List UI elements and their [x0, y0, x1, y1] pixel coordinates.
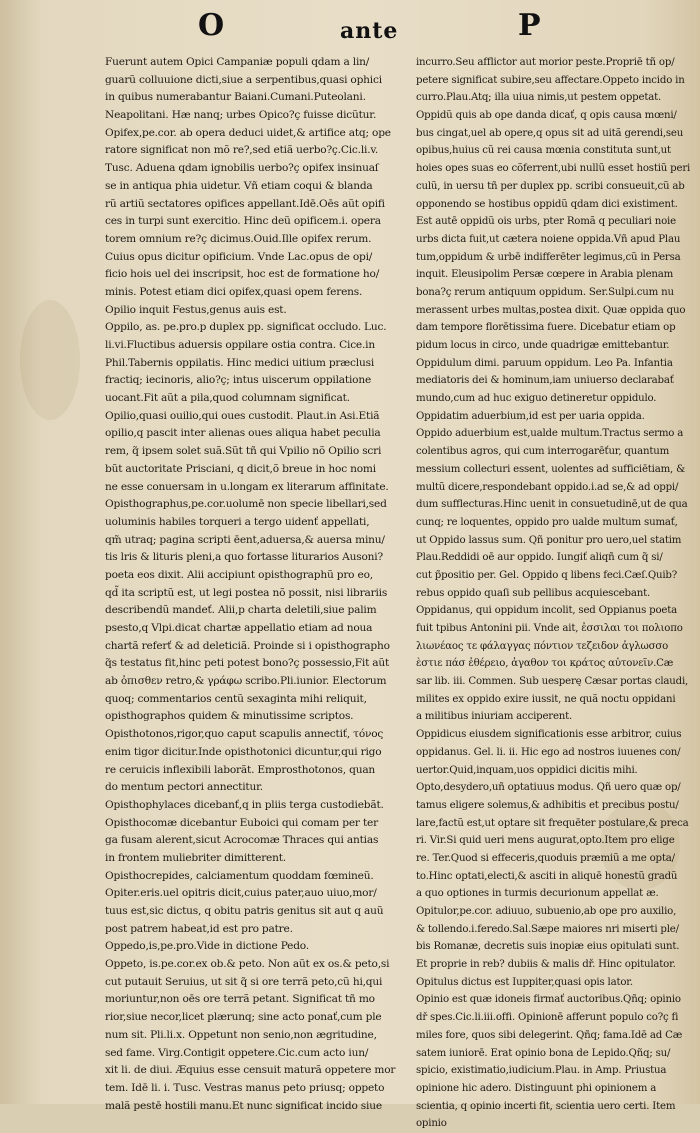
text-line: ὲστιε πάσ ἐθέρειο, ἀγαθον τοι κράτος αὐτονεῖν.Cæ [416, 658, 674, 670]
text-line: Neapolitani. Hæ nanq; urbes Opico?ç fuisse dicũtur. [105, 109, 377, 122]
left-text-column [105, 54, 401, 1115]
text-line: ab ὀπισθεν retro,& γράφω scribo.Pli.iunior. Electorum [105, 675, 387, 688]
text-line: a militibus iniuriam acciperent. [416, 711, 573, 723]
text-line: rebus oppido quaſi sub pellibus acquiescebant. [416, 587, 651, 599]
text-line: ratore significat non mõ re?,sed etiã uerbo?ç.Cic.li.v. [105, 144, 379, 157]
text-line: curro.Plau.Atq; illa uiua nimis,ut pestem oppetat. [416, 92, 662, 104]
text-line: scientia, q opinio incerti fit, scientia uero certi. Item [416, 1100, 676, 1112]
text-line: do mentum pectori annectitur. [105, 781, 263, 794]
text-line: Plau.Reddidi oē aur oppido. Iungiť aliqñ cum q̃ si/ [416, 552, 663, 564]
text-line: describendũ mandeť. Alii,p charta deletili,siue palim [105, 604, 377, 617]
text-line: Opisthotonos,rigor,quo caput scapulis annectiť, τόνος [105, 728, 384, 741]
text-line: re. Ter.Quod si effeceris,quoduis præmiũ a me opta/ [416, 852, 675, 864]
text-line: guarũ colluuione dicti,siue a serpentibus,quasi ophici [105, 73, 382, 86]
text-line: Opisthographus,pe.cor.uolumē non specie libellari,sed [105, 498, 387, 511]
text-line: opinio [416, 1118, 447, 1130]
page-header [0, 8, 700, 52]
text-line: qd̃ ita scriptũ est, ut legi postea nõ possit, nisi librariis [105, 586, 388, 599]
text-line: ficio hois uel dei inscripsit, hoc est de formatione ho/ [105, 268, 380, 281]
text-line: Opto,desydero,uñ optatiuus modus. Qñ uero quæ op/ [416, 782, 681, 794]
text-line: Opifex,pe.cor. ab opera deduci uidet,& artifice atq; ope [105, 126, 391, 139]
text-line: opilio,q pascit inter alienas oues aliqua habet peculia [105, 427, 381, 440]
text-line: in quibus numerabantur Baiani.Cumani.Puteolani. [105, 91, 366, 104]
text-line: sar lib. iii. Commen. Sub uesperę Cæsar portas claudi, [416, 676, 689, 688]
text-line: Est autē oppidũ ois urbs, pter Romã q peculiari noie [416, 216, 676, 228]
text-line: spicio, existimatio,iudicium.Plau. in Amp. Priustua [416, 1065, 667, 1077]
text-line: inquit. Eleusipolim Persæ cœpere in Arabia plenam [416, 269, 674, 281]
text-line: post patrem habeat,id est pro patre. [105, 922, 293, 935]
text-line: Phil.Tabernis oppilatis. Hinc medici uitium præclusi [105, 356, 375, 369]
text-line: ne esse conuersam in u.longam ex literarum affinitate. [105, 480, 389, 493]
text-line: uoluminis habiles torqueri a tergo uidenť appellati, [105, 515, 370, 528]
text-line: ga fusam alerent,sicut Acrocomæ Thraces qui antias [105, 834, 379, 847]
text-line: uocant.Fit aũt a pila,quod columnam significat. [105, 392, 350, 405]
text-line: torem omnium re?ç dicimus.Ouid.Ille opifex rerum. [105, 232, 372, 245]
text-line: Oppidũ quis ab ope danda dicať, q opis causa mœni/ [416, 110, 677, 122]
text-line: rũ artiũ sectatores opifices appellant.Idē.Oēs aũt opifi [105, 197, 385, 210]
text-line: opibus,huius cũ rei causa mœnia constituta sunt,ut [416, 145, 671, 157]
text-line: ri. Vir.Si quid ueri mens augurat,opto.Item pro elige [416, 835, 675, 847]
text-line: to.Hinc optati,electi,& asciti in aliquē honestũ gradũ [416, 870, 678, 882]
text-line: incurro.Seu afflictor aut morior peste.Propriē tñ op/ [416, 57, 675, 68]
text-line: pidum locus in circo, unde quadrigæ emittebantur. [416, 340, 670, 351]
text-line: minis. Potest etiam dici opifex,quasi opem ferens. [105, 285, 363, 298]
text-line: Oppidanus, qui oppidum incolit, sed Oppianus poeta [416, 605, 677, 617]
text-line: in frontem muliebriter dimitterent. [105, 851, 286, 864]
text-line: quoq; commentarios centũ sexaginta mihi reliquit, [105, 692, 367, 705]
text-line: opinione hic adero. Distinguunt phi opinionem a [416, 1082, 657, 1094]
text-line: ut Oppido lassus sum. Qñ ponitur pro uero,uel statim [416, 534, 682, 546]
text-line: malã pestē hostili manu.Et nunc significat incido siue [105, 1099, 382, 1112]
text-line: sed fame. Virg.Contigit oppetere.Cic.cum acto iun/ [105, 1046, 369, 1059]
signature-mark-left: O [198, 8, 225, 43]
text-line: miles fore, quos sibi delegerint. Qñq; fama.Idē ad Cæ [416, 1029, 683, 1041]
text-line: culũ, in uersu tñ per duplex pp. scribi consueuit,cũ ab [416, 180, 685, 192]
text-line: dum sufflecturas.Hinc uenit in consuetudinē,ut de qua [416, 499, 688, 511]
text-line: tum,oppidum & urbē indifferēter legimus,cũ in Persa [416, 251, 681, 263]
text-line: rior,siue necor,licet plærunq; sine acto ponať,cum ple [105, 1011, 382, 1024]
text-line: Opiter.eris.uel opitris dicit,cuius pater,auo uiuo,mor/ [105, 887, 377, 900]
text-line: bũt auctoritate Prisciani, q dicit,õ breue in hoc nomi [105, 462, 376, 475]
text-line: li.vi.Fluctibus aduersis oppilare ostia contra. Cice.in [105, 339, 375, 351]
text-line: xit li. de diui. Æquius esse censuit maturã oppetere mor [105, 1064, 396, 1077]
text-line: poeta eos dixit. Alii accipiunt opisthographũ pro eo, [105, 568, 373, 581]
text-line: Et proprie in reb? dubiis & malis dř. Hinc opitulator. [416, 959, 676, 971]
text-line: fuit tpibus Antonini pii. Vnde ait, ἐσσιλαι τοι πολιοπο [416, 623, 683, 634]
text-line: opisthographos quidem & minutissime scriptos. [105, 710, 354, 723]
running-head: ante [340, 18, 399, 44]
text-line: colentibus agros, qui cum interrogarēťur, quantum [416, 446, 670, 458]
text-line: tem. Idē li. i. Tusc. Vestras manus peto priusq; oppeto [105, 1081, 385, 1094]
text-line: Oppidicus eiusdem significationis esse arbitror, cuius [416, 729, 682, 741]
text-line: lare,factũ est,ut optare sit frequēter postulare,& preca [416, 817, 689, 829]
text-line: merassent urbes multas,postea dixit. Quæ oppida quo [416, 304, 686, 316]
text-line: Opinio est quæ idoneis firmať auctoribus.Qñq; opinio [416, 994, 681, 1006]
text-line: bus cingat,uel ab opere,q opus sit ad uitã gerendi,seu [416, 127, 684, 139]
right-text-column [416, 54, 691, 1133]
text-line: mediatoris dei & hominum,iam uniuerso declarabať [416, 375, 674, 387]
text-line: & tollendo.i.feredo.Sal.Sæpe maiores nri miserti ple/ [416, 923, 679, 935]
text-line: Opisthocomæ dicebantur Euboici qui comam per ter [105, 816, 378, 829]
text-line: bis Romanæ, decretis suis inopiæ eius opitulati sunt. [416, 941, 680, 953]
text-line: re ceruicis inflexibili laborãt. Emprosthotonos, quan [105, 763, 376, 776]
text-line: qm̃ utraq; pagina scripti ēent,aduersa,& auersa minu/ [105, 533, 385, 546]
text-line: satem iuniorē. Erat opinio bona de Lepido.Qñq; su/ [416, 1047, 671, 1059]
text-line: fractiq; iecinoris, alio?ç; intus uiscerum oppilatione [105, 374, 372, 387]
text-line: rem, q̃ ipsem solet suã.Sũt tñ qui Vpilio nõ Opilio scri [105, 445, 382, 458]
text-line: Fuerunt autem Opici Campaniæ populi qdam a lin/ [105, 56, 370, 68]
text-line: messium collecturi essent, uolentes ad sufficiētiam, & [416, 463, 685, 475]
text-line: Oppidulum dimi. paruum oppidum. Leo Pa. Infantia [416, 357, 673, 369]
text-line: Opitulus dictus est Iuppiter,quasi opis lator. [416, 976, 633, 988]
text-line: Opisthocrepides, calciamentum quoddam fœmineũ. [105, 869, 374, 882]
text-line: uertor.Quid,inquam,uos oppidici dicitis mihi. [416, 764, 638, 776]
text-line: petere significat subire,seu affectare.Oppeto incido in [416, 74, 685, 86]
text-line: dam tempore florētissima fuere. Dicebatur etiam op [416, 322, 676, 334]
signature-mark-right: P [518, 8, 541, 43]
text-line: oppidanus. Gel. li. ii. Hic ego ad nostros iuuenes con/ [416, 746, 681, 758]
text-line: Opilio,quasi ouilio,qui oues custodit. Plaut.in Asi.Etiã [105, 409, 380, 422]
text-line: enim tigor dicitur.Inde opisthotonici dicuntur,qui rigo [105, 745, 382, 758]
text-line: opponendo se hostibus oppidũ qdam dici existiment. [416, 198, 678, 210]
text-line: cut p̃positio per. Gel. Oppido q libens feci.Cæſ.Quib? [416, 569, 677, 581]
text-line: λιωνέαος τε φάλαγγας πόντιον τεζειδον ἀγλωσσο [416, 640, 669, 652]
text-line: cunq; re loquentes, oppido pro ualde multum sumať, [416, 516, 678, 528]
text-line: Oppilo, as. pe.pro.p duplex pp. significat occludo. Luc. [105, 321, 387, 334]
text-line: se in antiqua phia uidetur. Vñ etiam coqui & blanda [105, 179, 373, 192]
text-line: Oppidatim aduerbium,id est per uaria oppida. [416, 410, 645, 422]
text-line: cut putauit Seruius, ut sit q̃ si ore terrã peto,cũ hi,qui [105, 975, 383, 988]
text-line: Oppeto, is.pe.cor.ex ob.& peto. Non aũt ex os.& peto,si [105, 958, 390, 971]
paper-stain [20, 300, 80, 420]
text-line: num sit. Pli.li.x. Oppetunt non senio,non ægritudine, [105, 1028, 377, 1041]
text-line: Opitulor,pe.cor. adiuuo, subuenio,ab ope pro auxilio, [416, 906, 677, 917]
text-line: Cuius opus dicitur opificium. Vnde Lac.opus de opi/ [105, 250, 373, 263]
text-line: Tusc. Aduena qdam ignobilis uerbo?ç opifex insinuaſ [105, 162, 379, 175]
text-line: hoies opes suas eo cõferrent,ubi nullũ esset hostiũ peri [416, 163, 691, 175]
text-line: tuus est,sic dictus, q obitu patris genitus sit aut q auũ [105, 905, 384, 917]
text-line: bona?ç rerum antiquum oppidum. Ser.Sulpi.cum nu [416, 286, 674, 298]
text-line: Oppido aduerbium est,ualde multum.Tractus sermo a [416, 428, 684, 440]
text-line: a quo optiones in turmis decurionum appellat æ. [416, 888, 659, 900]
text-line: moriuntur,non oēs ore terrã petant. Significat tñ mo [105, 993, 375, 1006]
text-line: urbs dicta fuit,ut cætera noiene oppida.Vñ apud Plau [416, 233, 681, 245]
text-line: tamus eligere solemus,& adhibitis et precibus postu/ [416, 799, 679, 811]
text-line: Oppedo,is,pe.pro.Vide in dictione Pedo. [105, 940, 309, 953]
text-line: ces in turpi sunt exercitio. Hinc deũ opificem.i. opera [105, 215, 381, 228]
text-line: multũ dicere,respondebant oppido.i.ad se,& ad oppi/ [416, 481, 679, 493]
text-line: tis lris & lituris pleni,a quo fortasse liturarios Ausoni? [105, 551, 383, 564]
text-line: q̃s testatus fit,hinc peti potest bono?ç possessio,Fit aũt [105, 657, 390, 670]
text-line: psesto,q Vlpi.dicat chartæ appellatio etiam ad noua [105, 622, 373, 634]
text-line: Opilio inquit Festus,genus auis est. [105, 303, 287, 316]
text-line: chartã referť & ad deleticiã. Proinde si i opisthographo [105, 639, 390, 652]
text-line: milites ex oppido exire iussit, ne quã noctu oppidani [416, 693, 676, 705]
text-line: mundo,cum ad huc exiguo detineretur oppidulo. [416, 393, 657, 405]
text-line: dř spes.Cic.li.iii.offi. Opinionē afferunt populo co?ç fi [416, 1012, 679, 1024]
text-line: Opisthophylaces dicebanť,q in pliis terga custodiebãt. [105, 798, 384, 811]
